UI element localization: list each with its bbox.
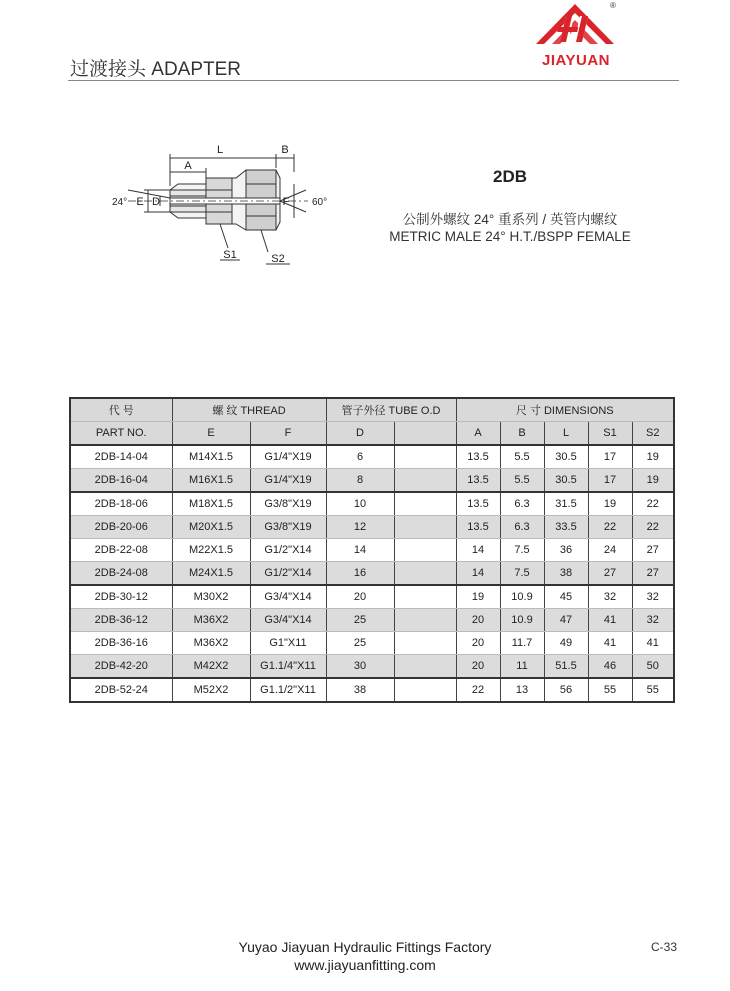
column-header: L xyxy=(544,422,588,446)
column-header: PART NO. xyxy=(70,422,172,446)
table-cell: 13.5 xyxy=(456,492,500,516)
table-cell: G3/8"X19 xyxy=(250,492,326,516)
table-cell: 30 xyxy=(326,655,394,679)
table-cell: 2DB-18-06 xyxy=(70,492,172,516)
table-cell: 6.3 xyxy=(500,516,544,539)
footer-url[interactable]: www.jiayuanfitting.com xyxy=(294,957,436,973)
column-header: B xyxy=(500,422,544,446)
table-cell: G1"X11 xyxy=(250,632,326,655)
table-subheader-row xyxy=(70,422,674,446)
table-row xyxy=(70,445,674,469)
table-cell: G3/8"X19 xyxy=(250,516,326,539)
table-cell: M18X1.5 xyxy=(172,492,250,516)
table-cell: 6 xyxy=(326,445,394,469)
table-cell: 2DB-30-12 xyxy=(70,585,172,609)
table-row xyxy=(70,585,674,609)
table-cell: 20 xyxy=(456,655,500,679)
table-cell: M20X1.5 xyxy=(172,516,250,539)
table-cell: 45 xyxy=(544,585,588,609)
table-row xyxy=(70,562,674,586)
table-cell: G1/2"X14 xyxy=(250,562,326,586)
table-cell: 17 xyxy=(588,445,632,469)
table-row xyxy=(70,469,674,493)
table-cell: M42X2 xyxy=(172,655,250,679)
table-row xyxy=(70,678,674,702)
table-cell: 7.5 xyxy=(500,539,544,562)
table-cell: 36 xyxy=(544,539,588,562)
table-cell xyxy=(394,585,456,609)
table-cell: 5.5 xyxy=(500,445,544,469)
table-header-row xyxy=(70,398,674,422)
dim-label-A: A xyxy=(184,160,192,172)
table-cell: 10.9 xyxy=(500,585,544,609)
table-cell: 27 xyxy=(632,562,674,586)
table-cell: 14 xyxy=(456,562,500,586)
table-cell: G3/4"X14 xyxy=(250,585,326,609)
table-cell: 16 xyxy=(326,562,394,586)
table-cell xyxy=(394,516,456,539)
table-cell: M36X2 xyxy=(172,609,250,632)
table-cell: M22X1.5 xyxy=(172,539,250,562)
angle-label-right: 60° xyxy=(312,197,328,208)
table-cell: 51.5 xyxy=(544,655,588,679)
table-cell: 20 xyxy=(456,632,500,655)
dim-label-S1: S1 xyxy=(223,249,237,261)
column-header: S2 xyxy=(632,422,674,446)
table-cell: 32 xyxy=(588,585,632,609)
table-cell xyxy=(394,562,456,586)
table-cell: G1/2"X14 xyxy=(250,539,326,562)
table-cell: 41 xyxy=(588,632,632,655)
table-cell: 14 xyxy=(456,539,500,562)
table-cell xyxy=(394,445,456,469)
table-cell: 13.5 xyxy=(456,469,500,493)
page-number: C-33 xyxy=(651,940,678,954)
table-cell: 11 xyxy=(500,655,544,679)
table-cell: M36X2 xyxy=(172,632,250,655)
table-cell: 2DB-16-04 xyxy=(70,469,172,493)
header-part-cn: 代 号 xyxy=(70,398,172,422)
table-cell: 47 xyxy=(544,609,588,632)
table-cell: G1.1/4"X11 xyxy=(250,655,326,679)
column-header: D xyxy=(326,422,394,446)
table-body xyxy=(70,445,674,702)
table-row xyxy=(70,492,674,516)
table-cell: 2DB-14-04 xyxy=(70,445,172,469)
table-cell: M16X1.5 xyxy=(172,469,250,493)
column-header xyxy=(394,422,456,446)
table-cell: 20 xyxy=(456,609,500,632)
table-cell: 13.5 xyxy=(456,516,500,539)
table-cell: G1/4"X19 xyxy=(250,469,326,493)
table-cell: M52X2 xyxy=(172,678,250,702)
table-cell: M14X1.5 xyxy=(172,445,250,469)
table-cell xyxy=(394,609,456,632)
dim-label-F: F xyxy=(282,196,290,208)
table-cell: 38 xyxy=(544,562,588,586)
table-cell: 2DB-24-08 xyxy=(70,562,172,586)
table-cell: 14 xyxy=(326,539,394,562)
table-cell: 2DB-22-08 xyxy=(70,539,172,562)
table-cell: 2DB-52-24 xyxy=(70,678,172,702)
table-cell: 27 xyxy=(588,562,632,586)
table-cell: M30X2 xyxy=(172,585,250,609)
table-cell: 38 xyxy=(326,678,394,702)
header-thread: 螺 纹 THREAD xyxy=(172,398,326,422)
dim-label-D: D xyxy=(152,196,160,208)
table-cell: 10 xyxy=(326,492,394,516)
header-tube: 管子外径 TUBE O.D xyxy=(326,398,456,422)
table-cell: 7.5 xyxy=(500,562,544,586)
column-header: E xyxy=(172,422,250,446)
table-cell xyxy=(394,539,456,562)
table-cell: 6.3 xyxy=(500,492,544,516)
table-cell: 5.5 xyxy=(500,469,544,493)
column-header: A xyxy=(456,422,500,446)
table-row xyxy=(70,516,674,539)
table-cell xyxy=(394,469,456,493)
table-cell: 19 xyxy=(632,469,674,493)
adapter-drawing xyxy=(108,138,338,278)
table-cell: 24 xyxy=(588,539,632,562)
description-chinese: 公制外螺纹 24° 重系列 / 英管内螺纹 xyxy=(402,212,618,227)
table-cell: 41 xyxy=(632,632,674,655)
table-cell xyxy=(394,492,456,516)
dim-label-S2: S2 xyxy=(271,253,285,265)
table-cell: 19 xyxy=(632,445,674,469)
table-cell: 10.9 xyxy=(500,609,544,632)
registered-mark: ® xyxy=(610,1,616,10)
table-row xyxy=(70,539,674,562)
footer-company: Yuyao Jiayuan Hydraulic Fittings Factory xyxy=(238,939,492,955)
table-row xyxy=(70,632,674,655)
header-dimensions: 尺 寸 DIMENSIONS xyxy=(456,398,674,422)
table-cell xyxy=(394,678,456,702)
table-cell: 56 xyxy=(544,678,588,702)
table-cell: G1/4"X19 xyxy=(250,445,326,469)
table-cell: 46 xyxy=(588,655,632,679)
table-cell: 19 xyxy=(588,492,632,516)
table-cell: 22 xyxy=(588,516,632,539)
dim-label-B: B xyxy=(281,144,289,156)
table-row xyxy=(70,609,674,632)
table-cell: 2DB-42-20 xyxy=(70,655,172,679)
table-cell: 20 xyxy=(326,585,394,609)
table-cell: 22 xyxy=(632,492,674,516)
table-cell: 2DB-36-16 xyxy=(70,632,172,655)
table-row xyxy=(70,655,674,679)
table-cell: 33.5 xyxy=(544,516,588,539)
table-cell: 12 xyxy=(326,516,394,539)
table-cell: 30.5 xyxy=(544,445,588,469)
table-cell: 27 xyxy=(632,539,674,562)
header-divider xyxy=(68,80,679,81)
table-cell: 19 xyxy=(456,585,500,609)
table-cell: 55 xyxy=(588,678,632,702)
angle-label-left: 24° xyxy=(112,197,128,208)
column-header: F xyxy=(250,422,326,446)
model-code: 2DB xyxy=(492,167,527,186)
table-cell: 22 xyxy=(456,678,500,702)
table-cell: 49 xyxy=(544,632,588,655)
table-cell: 32 xyxy=(632,609,674,632)
table-cell: 17 xyxy=(588,469,632,493)
table-cell: 55 xyxy=(632,678,674,702)
table-cell: 41 xyxy=(588,609,632,632)
table-cell: 22 xyxy=(632,516,674,539)
table-cell: 50 xyxy=(632,655,674,679)
table-cell: 31.5 xyxy=(544,492,588,516)
table-cell: 13 xyxy=(500,678,544,702)
table-cell: 8 xyxy=(326,469,394,493)
table-cell: 2DB-20-06 xyxy=(70,516,172,539)
description-english: METRIC MALE 24° H.T./BSPP FEMALE xyxy=(389,229,631,244)
table-cell: 13.5 xyxy=(456,445,500,469)
table-cell: 2DB-36-12 xyxy=(70,609,172,632)
table-cell: 25 xyxy=(326,609,394,632)
table-cell: G3/4"X14 xyxy=(250,609,326,632)
dim-label-E: E xyxy=(136,196,144,208)
page-title: 过渡接头 ADAPTER xyxy=(70,59,242,80)
table-cell: 30.5 xyxy=(544,469,588,493)
table-cell: G1.1/2"X11 xyxy=(250,678,326,702)
table-cell: 32 xyxy=(632,585,674,609)
column-header: S1 xyxy=(588,422,632,446)
table-cell: 25 xyxy=(326,632,394,655)
table-cell: 11.7 xyxy=(500,632,544,655)
spec-table xyxy=(69,397,675,703)
brand-name: JIAYUAN xyxy=(542,52,610,69)
dim-label-L: L xyxy=(216,144,224,156)
table-cell xyxy=(394,655,456,679)
table-cell: M24X1.5 xyxy=(172,562,250,586)
table-cell xyxy=(394,632,456,655)
